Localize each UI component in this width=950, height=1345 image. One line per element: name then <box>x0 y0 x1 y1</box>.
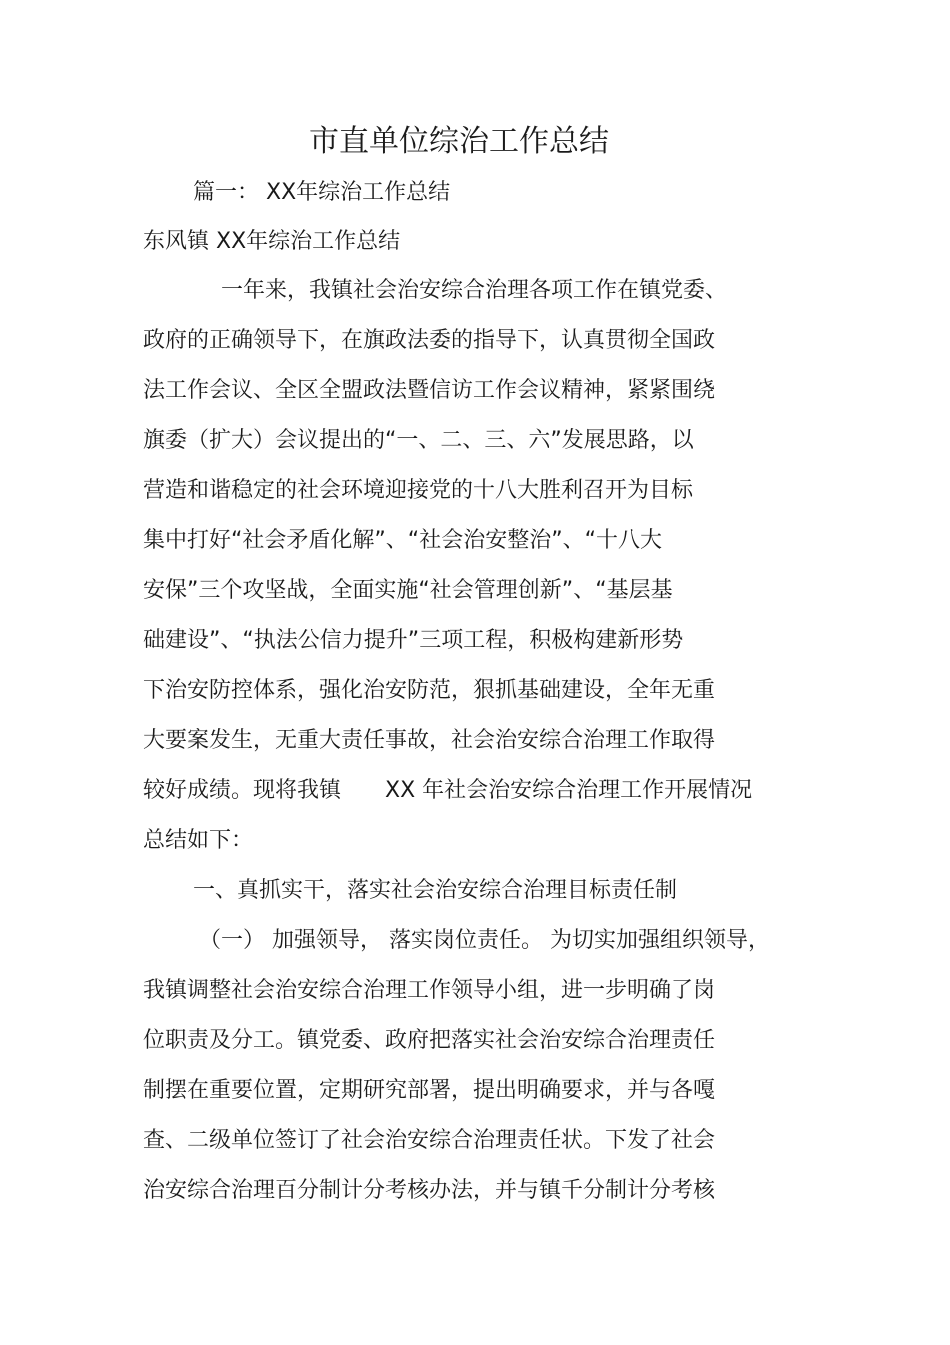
paragraph-line: 治安综合治理百分制计分考核办法，并与镇千分制计分考核 <box>143 1178 716 1203</box>
section-heading: 篇一： XX年综治工作总结 <box>193 180 451 205</box>
document-title: 市直单位综治工作总结 <box>309 124 609 159</box>
paragraph-line: 下治安防控体系，强化治安防范，狠抓基础建设，全年无重 <box>143 678 716 703</box>
paragraph-line: 总结如下： <box>143 828 254 853</box>
paragraph-line: （一） 加强领导， 落实岗位责任。 为切实加强组织领导， <box>199 928 770 953</box>
article-heading: 东风镇 XX年综治工作总结 <box>143 229 401 254</box>
paragraph-line: 我镇调整社会治安综合治理工作领导小组，进一步明确了岗 <box>143 978 716 1003</box>
section-heading: 一、真抓实干，落实社会治安综合治理目标责任制 <box>193 878 678 903</box>
paragraph-line: 营造和谐稳定的社会环境迎接党的十八大胜利召开为目标 <box>143 478 694 503</box>
paragraph-line: 础建设”、“执法公信力提升”三项工程，积极构建新形势 <box>143 628 684 653</box>
paragraph-line: 集中打好“社会矛盾化解”、“社会治安整治”、“十八大 <box>143 528 662 553</box>
paragraph-line: 旗委（扩大）会议提出的“一、二、三、六”发展思路，以 <box>143 428 694 453</box>
paragraph-line: 制摆在重要位置，定期研究部署，提出明确要求，并与各嘎 <box>143 1078 716 1103</box>
paragraph-line: 安保”三个攻坚战，全面实施“社会管理创新”、“基层基 <box>143 578 673 603</box>
paragraph-line: 政府的正确领导下，在旗政法委的指导下，认真贯彻全国政 <box>143 328 716 353</box>
paragraph-line: 大要案发生，无重大责任事故，社会治安综合治理工作取得 <box>143 728 716 753</box>
paragraph-line: 法工作会议、全区全盟政法暨信访工作会议精神，紧紧围绕 <box>143 378 716 403</box>
paragraph-line: 较好成绩。现将我镇 XX 年社会治安综合治理工作开展情况 <box>143 778 753 803</box>
paragraph-line: 查、二级单位签订了社会治安综合治理责任状。下发了社会 <box>143 1128 716 1153</box>
paragraph-line: 一年来，我镇社会治安综合治理各项工作在镇党委、 <box>221 278 728 303</box>
paragraph-line: 位职责及分工。镇党委、政府把落实社会治安综合治理责任 <box>143 1028 716 1053</box>
